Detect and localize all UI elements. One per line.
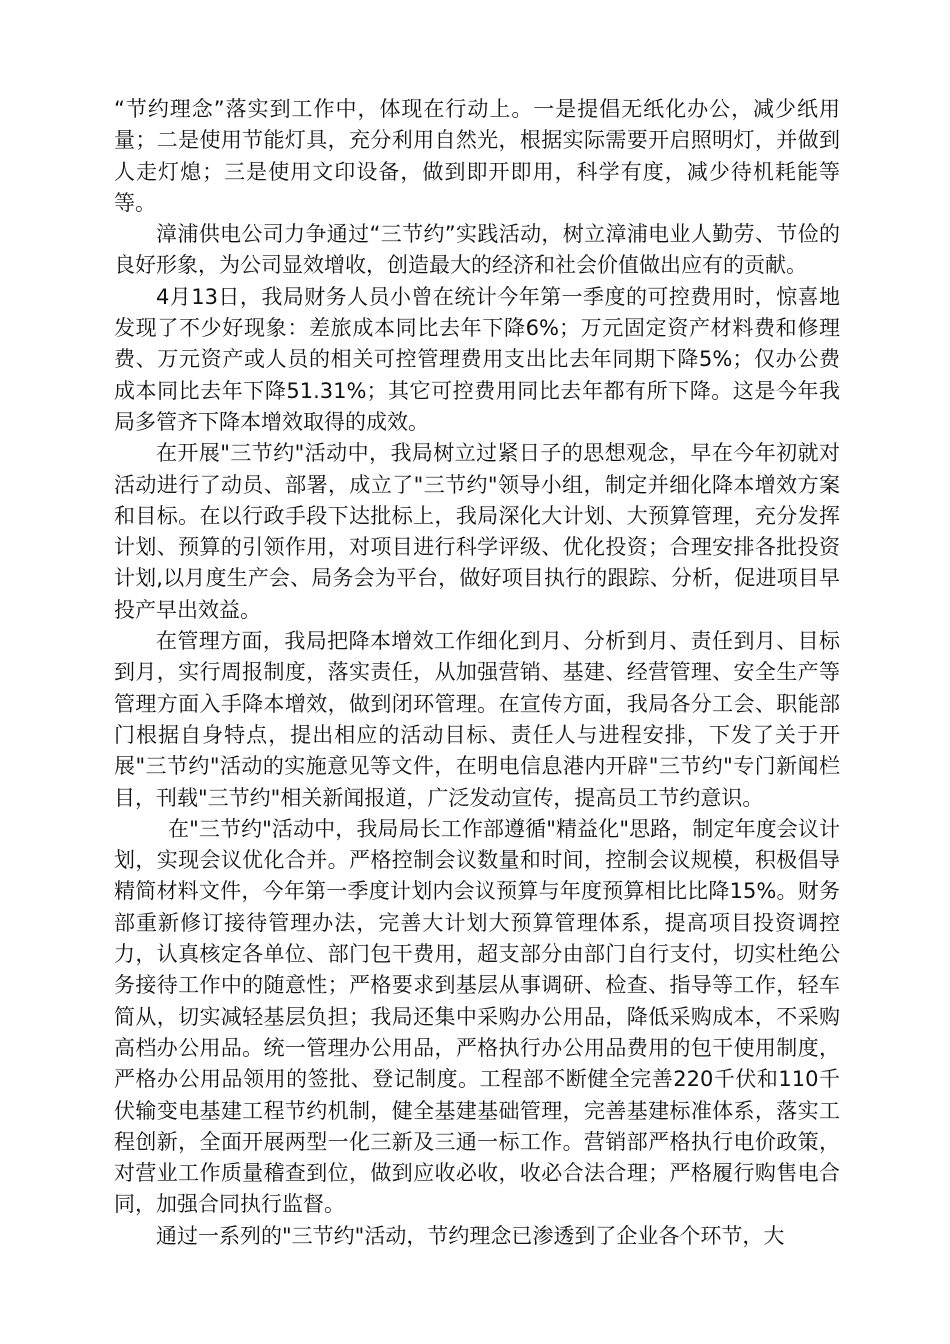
paragraph-cost-results: 4月13日，我局财务人员小曾在统计今年第一季度的可控费用时，惊喜地发现了不少好现象：差旅成本同比去年下降6%；万元固定资产材料费和修理费、万元资产或人员的相关可控管理费用支出比去年同期下降5%；仅办公费成本同比去年下降51.31%；其它可控费用同比去年都有所下降。这是今年我局多管齐下降本增效取得的成效。 xyxy=(114,284,840,434)
paragraph-conclusion: 通过一系列的"三节约"活动，节约理念已渗透到了企业各个环节，大 xyxy=(156,1223,785,1248)
paragraph-department-measures: 在"三节约"活动中，我局局长工作部遵循"精益化"思路，制定年度会议计划，实现会议优化合并。严格控制会议数量和时间，控制会议规模，积极倡导精简材料文件，今年第一季度计划内会议预算与年度预算相比比降15%。财务部重新修订接待管理办法，完善大计划大预算管理体系，提高项目投资调控力，认真核定各单位、部门包干费用，超支部分由部门自行支付，切实杜绝公务接待工作中的随意性；严格要求到基层从事调研、检查、指导等工作，轻车简从，切实减轻基层负担；我局还集中采购办公用品，降低采购成本，不采购高档办公用品。统一管理办公用品，严格执行办公用品费用的包干使用制度，严格办公用品领用的签批、登记制度。工程部不断健全完善220千伏和110千伏输变电基建工程节约机制，健全基建基础管理，完善基建标准体系，落实工程创新，全面开展两型一化三新及三通一标工作。营销部严格执行电价政策，对营业工作质量稽查到位，做到应收必收，收必合法合理；严格履行购售电合同，加强合同执行监督。 xyxy=(114,816,840,1217)
paragraph-company-goal: 漳浦供电公司力争通过“三节约”实践活动，树立漳浦电业人勤劳、节俭的良好形象，为公司显效增收，创造最大的经济和社会价值做出应有的贡献。 xyxy=(114,222,840,278)
document-page xyxy=(114,94,840,1252)
paragraph-savings-concept: “节约理念”落实到工作中，体现在行动上。一是提倡无纸化办公，减少纸用量；二是使用节能灯具，充分利用自然光，根据实际需要开启照明灯，并做到人走灯熄；三是使用文印设备，做到即开即用，科学有度，减少待机耗能等等。 xyxy=(114,97,840,215)
paragraph-management: 在管理方面，我局把降本增效工作细化到月、分析到月、责任到月、目标到月，实行周报制度，落实责任，从加强营销、基建、经营管理、安全生产等管理方面入手降本增效，做到闭环管理。在宣传方面，我局各分工会、职能部门根据自身特点，提出相应的活动目标、责任人与进程安排，下发了关于开展"三节约"活动的实施意见等文件，在明电信息港内开辟"三节约"专门新闻栏目，刊载"三节约"相关新闻报道，广泛发动宣传，提高员工节约意识。 xyxy=(114,629,840,810)
paragraph-activity-deployment: 在开展"三节约"活动中，我局树立过紧日子的思想观念，早在今年初就对活动进行了动员、部署，成立了"三节约"领导小组，制定并细化降本增效方案和目标。在以行政手段下达批标上，我局深化大计划、大预算管理，充分发挥计划、预算的引领作用，对项目进行科学评级、优化投资；合理安排各批投资计划,以月度生产会、局务会为平台，做好项目执行的跟踪、分析，促进项目早投产早出效益。 xyxy=(114,441,840,622)
